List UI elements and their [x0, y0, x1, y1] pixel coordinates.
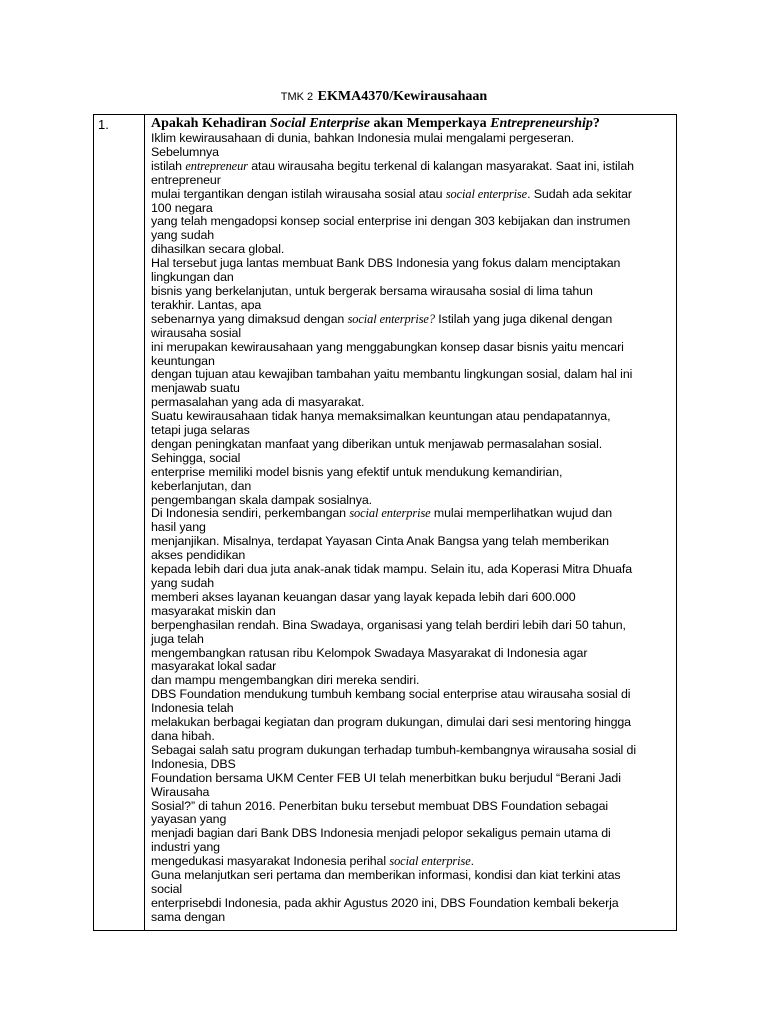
- content-cell: [145, 115, 676, 930]
- italic-term: social enterprise: [445, 186, 528, 201]
- body-line: dan mampu mengembangkan diri mereka sendiri.: [151, 673, 420, 688]
- body-line: yang sudah: [151, 228, 215, 243]
- italic-term: social enterprise: [349, 506, 431, 521]
- body-line: melakukan berbagai kegiatan dan program dukungan, dimulai dari sesi mentoring hingga: [151, 715, 631, 730]
- body-line: Iklim kewirausahaan di dunia, bahkan Indonesia mulai mengalami pergeseran.: [151, 131, 575, 145]
- body-line: menjadi bagian dari Bank DBS Indonesia menjadi pelopor sekaligus pemain utama di: [151, 826, 611, 841]
- body-line: Sebagai salah satu program dukungan terhadap tumbuh-kembangnya wirausaha sosial di: [151, 742, 636, 757]
- body-line: Suatu kewirausahaan tidak hanya memaksimalkan keuntungan atau pendapatannya,: [151, 409, 611, 424]
- body-line: pengembangan skala dampak sosialnya.: [151, 492, 372, 507]
- body-line: masyarakat lokal sadar: [151, 659, 277, 674]
- body-line: entrepreneur: [151, 172, 221, 187]
- body-line: permasalahan yang ada di masyarakat.: [151, 395, 365, 410]
- body-line: istilah entrepreneur atau wirausaha begitu terkenal di kalangan masyarakat. Saat ini, istilah: [151, 158, 634, 173]
- body-line: enterprise memiliki model bisnis yang efektif untuk mendukung kemandirian,: [151, 464, 563, 479]
- title-course-code: EKMA4370/Kewirausahaan: [317, 89, 488, 104]
- body-line: Indonesia telah: [151, 701, 234, 716]
- body-line: Sebelumnya: [151, 144, 219, 159]
- body-line: menjawab suatu: [151, 381, 240, 396]
- body-line: mengedukasi masyarakat Indonesia perihal social enterprise.: [151, 854, 474, 869]
- title-prefix: TMK 2: [280, 91, 314, 103]
- body-line: sebenarnya yang dimaksud dengan social enterprise? Istilah yang juga dikenal dengan: [151, 311, 613, 326]
- body-line: dana hibah.: [151, 728, 215, 743]
- question-heading: Apakah Kehadiran Social Enterprise akan Memperkaya Entrepreneurship?: [151, 116, 600, 131]
- body-line: industri yang: [151, 840, 220, 855]
- body-line: memberi akses layanan keuangan dasar yang layak kepada lebih dari 600.000: [151, 589, 576, 604]
- body-line: Di Indonesia sendiri, perkembangan social enterprise mulai memperlihatkan wujud dan: [151, 506, 613, 521]
- body-line: keberlanjutan, dan: [151, 478, 252, 493]
- body-line: yayasan yang: [151, 812, 227, 827]
- body-line: sama dengan: [151, 909, 225, 924]
- italic-term: entrepreneur: [185, 158, 248, 173]
- body-line: social: [151, 881, 183, 896]
- body-line: terakhir. Lantas, apa: [151, 297, 262, 312]
- body-line: Hal tersebut juga lantas membuat Bank DBS Indonesia yang fokus dalam menciptakan: [151, 256, 621, 271]
- body-line: Wirausaha: [151, 784, 210, 799]
- body-line: berpenghasilan rendah. Bina Swadaya, organisasi yang telah berdiri lebih dari 50 tahun,: [151, 617, 626, 632]
- body-line: yang sudah: [151, 576, 215, 590]
- body-line: mengembangkan ratusan ribu Kelompok Swadaya Masyarakat di Indonesia agar: [151, 645, 588, 660]
- body-line: Foundation bersama UKM Center FEB UI telah menerbitkan buku berjudul “Berani Jadi: [151, 770, 621, 785]
- body-line: tetapi juga selaras: [151, 423, 250, 438]
- body-line: dengan peningkatan manfaat yang diberikan untuk menjawab permasalahan sosial.: [151, 436, 603, 451]
- item-number-cell: [94, 115, 145, 930]
- document-table: [93, 114, 677, 931]
- body-line: hasil yang: [151, 520, 206, 535]
- body-line: kepada lebih dari dua juta anak-anak tidak mampu. Selain itu, ada Koperasi Mitra Dhuafa: [151, 562, 633, 577]
- italic-term: social enterprise?: [347, 311, 435, 326]
- body-line: enterprisebdi Indonesia, pada akhir Agustus 2020 ini, DBS Foundation kembali bekerja: [151, 895, 619, 910]
- item-number: 1.: [98, 117, 109, 132]
- body-line: dihasilkan secara global.: [151, 242, 285, 257]
- page-title: [0, 87, 768, 105]
- body-line: keuntungan: [151, 353, 215, 368]
- body-line: mulai tergantikan dengan istilah wirausaha sosial atau social enterprise. Sudah ada sekitar: [151, 186, 632, 201]
- body-line: Sosial?” di tahun 2016. Penerbitan buku tersebut membuat DBS Foundation sebagai: [151, 798, 609, 813]
- body-line: Sehingga, social: [151, 450, 241, 465]
- body-line: 100 negara: [151, 200, 213, 215]
- italic-term: social enterprise: [389, 854, 471, 869]
- body-line: masyarakat miskin dan: [151, 603, 276, 618]
- body-line: juga telah: [151, 631, 204, 646]
- body-line: lingkungan dan: [151, 270, 234, 285]
- answer-body: [151, 132, 672, 925]
- body-line: wirausaha sosial: [151, 325, 241, 340]
- body-line: akses pendidikan: [151, 548, 246, 563]
- body-line: dengan tujuan atau kewajiban tambahan yaitu membantu lingkungan sosial, dalam hal ini: [151, 367, 633, 382]
- body-line: ini merupakan kewirausahaan yang menggabungkan konsep dasar bisnis yaitu mencari: [151, 339, 624, 354]
- body-line: Indonesia, DBS: [151, 756, 236, 771]
- body-line: bisnis yang berkelanjutan, untuk bergerak bersama wirausaha sosial di lima tahun: [151, 283, 593, 298]
- body-line: yang telah mengadopsi konsep social enterprise ini dengan 303 kebijakan dan instrumen: [151, 214, 631, 229]
- body-line: Guna melanjutkan seri pertama dan memberikan informasi, kondisi dan kiat terkini atas: [151, 868, 621, 883]
- body-line: DBS Foundation mendukung tumbuh kembang social enterprise atau wirausaha sosial di: [151, 687, 631, 702]
- body-line: menjanjikan. Misalnya, terdapat Yayasan Cinta Anak Bangsa yang telah memberikan: [151, 534, 609, 549]
